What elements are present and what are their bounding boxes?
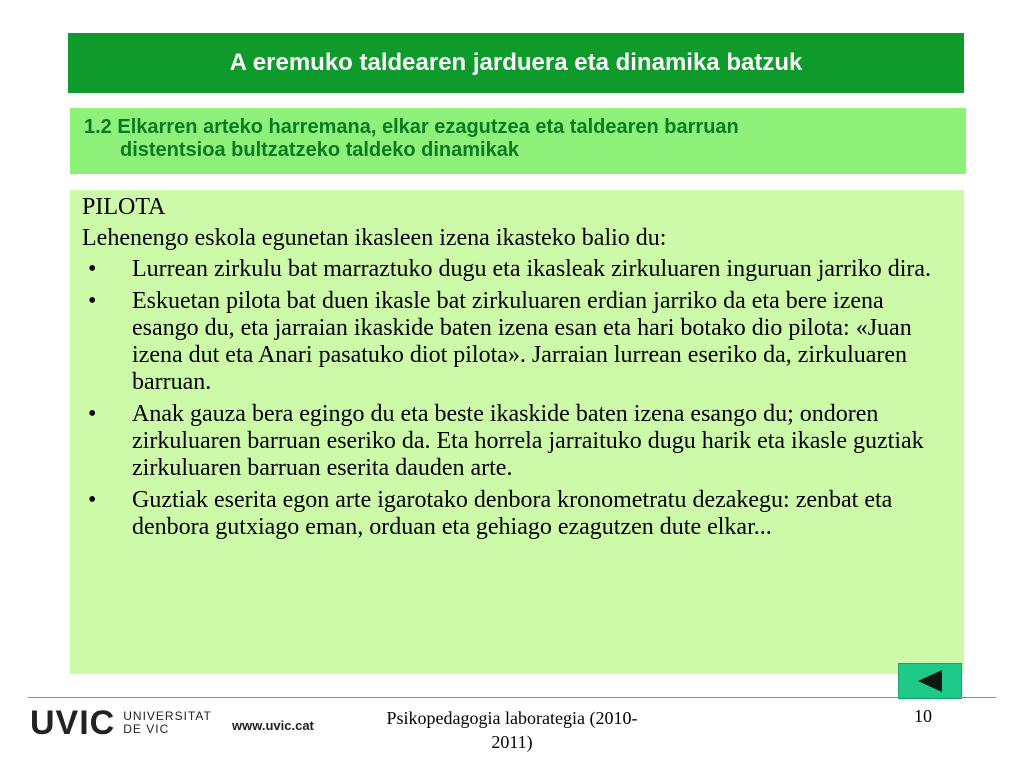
list-item bbox=[82, 288, 944, 396]
list-item-text: Lurrean zirkulu bat marraztuko dugu eta ikasleak zirkuluaren inguruan jarriko dira. bbox=[132, 256, 932, 282]
content-intro: Lehenengo eskola egunetan ikasleen izena ikasteko balio du: bbox=[82, 225, 667, 251]
slide-subtitle-line2: distentsioa bultzatzeko taldeko dinamikak bbox=[120, 139, 519, 161]
bullet-icon: • bbox=[88, 256, 97, 282]
logo-line1: UNIVERSITAT bbox=[123, 709, 212, 723]
slide-title-bar bbox=[68, 33, 964, 93]
logo-mark: UVIC bbox=[30, 704, 116, 742]
list-item-text: Eskuetan pilota bat duen ikasle bat zirkuluaren erdian jarriko da eta bere izena esango du, eta jarraian ikaskide baten izena esan eta hari botako dio pilota: «Juan izena dut eta Anari pasatuko diot pilota». Jarraian lurrean eseriko da, zirkuluaren barruan. bbox=[132, 288, 912, 395]
list-item bbox=[82, 401, 944, 482]
course-line1: Psikopedagogia laborategia (2010- bbox=[386, 708, 638, 728]
list-item bbox=[82, 256, 944, 283]
content-heading: PILOTA bbox=[82, 194, 166, 220]
back-button[interactable] bbox=[898, 663, 962, 699]
logo-text bbox=[123, 710, 212, 736]
bullet-icon: • bbox=[88, 401, 97, 427]
website-link[interactable]: www.uvic.cat bbox=[232, 718, 314, 733]
slide-subtitle-bar bbox=[70, 108, 966, 174]
logo-line2: DE VIC bbox=[123, 722, 170, 736]
slide-content bbox=[70, 190, 964, 674]
triangle-left-icon bbox=[914, 668, 946, 694]
bullet-list bbox=[82, 256, 944, 541]
list-item-text: Anak gauza bera egingo du eta beste ikaskide baten izena esango du; ondoren zirkuluaren barruan eseriko da. Eta horrela jarraituko dugu harik eta ikasle guztiak zirkuluaren barruan eserita dauden arte. bbox=[132, 401, 924, 481]
slide-subtitle-line1: 1.2 Elkarren arteko harremana, elkar ezagutzea eta taldearen barruan bbox=[84, 116, 739, 138]
list-item-text: Guztiak eserita egon arte igarotako denbora kronometratu dezakegu: zenbat eta denbora gutxiago eman, orduan eta gehiago ezagutzen dute elkar... bbox=[132, 487, 893, 540]
bullet-icon: • bbox=[88, 288, 97, 314]
list-item bbox=[82, 487, 944, 541]
footer-divider bbox=[28, 697, 996, 698]
university-logo bbox=[30, 706, 212, 740]
course-line2: 2011) bbox=[491, 732, 533, 752]
slide-title: A eremuko taldearen jarduera eta dinamika batzuk bbox=[229, 49, 803, 76]
page-number: 10 bbox=[914, 706, 932, 726]
footer-course bbox=[362, 706, 662, 754]
bullet-icon: • bbox=[88, 487, 97, 513]
